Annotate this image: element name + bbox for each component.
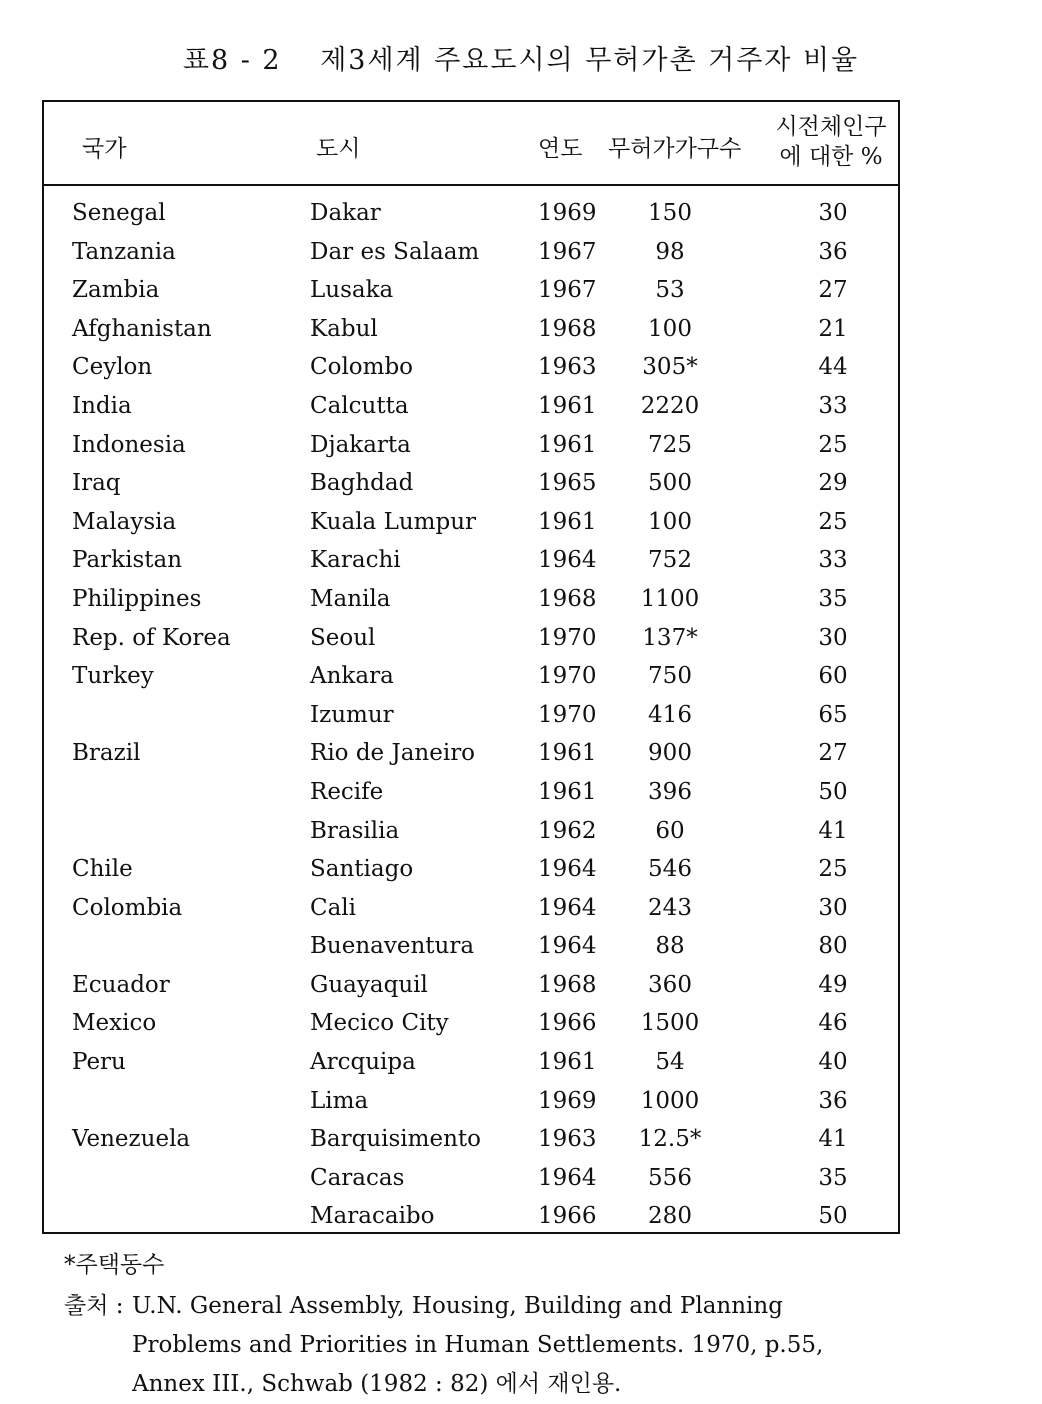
cell-country: Indonesia (72, 431, 186, 458)
table-row (44, 812, 898, 851)
cell-households: 280 (648, 1203, 692, 1230)
cell-pct: 46 (818, 1010, 848, 1037)
cell-city: Kabul (310, 315, 378, 342)
cell-year: 1968 (538, 585, 597, 612)
cell-year: 1963 (538, 354, 597, 381)
table-row (44, 966, 898, 1005)
cell-year: 1964 (538, 856, 597, 883)
table-row (44, 773, 898, 812)
cell-households: 556 (648, 1164, 692, 1191)
cell-year: 1962 (538, 817, 597, 844)
table-row (44, 1120, 898, 1159)
cell-year: 1969 (538, 200, 597, 226)
cell-country: Peru (72, 1049, 126, 1076)
cell-country: Iraq (72, 470, 121, 497)
cell-pct: 29 (818, 470, 848, 497)
table-row (44, 503, 898, 542)
cell-country: Colombia (72, 894, 183, 921)
cell-pct: 30 (818, 200, 848, 226)
cell-pct: 41 (818, 817, 848, 844)
cell-households: 416 (648, 701, 692, 728)
cell-year: 1961 (538, 740, 597, 767)
table-row (44, 233, 898, 272)
cell-city: Lusaka (310, 277, 394, 304)
cell-pct: 35 (818, 1164, 848, 1191)
cell-country: Afghanistan (72, 315, 212, 342)
cell-year: 1966 (538, 1203, 597, 1230)
cell-year: 1961 (538, 431, 597, 458)
table-row (44, 310, 898, 349)
table-row (44, 426, 898, 465)
cell-country: Zambia (72, 277, 160, 304)
cell-pct: 27 (818, 277, 848, 304)
table-row (44, 541, 898, 580)
cell-households: 500 (648, 470, 692, 497)
table-row (44, 927, 898, 966)
cell-year: 1967 (538, 238, 597, 265)
cell-city: Lima (310, 1087, 369, 1114)
header-country: 국가 (82, 136, 127, 162)
cell-households: 752 (648, 547, 692, 574)
table-row (44, 696, 898, 735)
cell-households: 396 (648, 778, 692, 805)
cell-city: Izumur (310, 701, 394, 728)
header-percent-line2: 에 대한 % (779, 144, 883, 170)
cell-pct: 25 (818, 856, 848, 883)
cell-year: 1963 (538, 1126, 597, 1153)
cell-city: Mecico City (310, 1010, 449, 1037)
cell-pct: 50 (818, 1203, 848, 1230)
cell-year: 1968 (538, 971, 597, 998)
cell-country: Parkistan (72, 547, 183, 574)
cell-households: 98 (655, 238, 685, 265)
cell-pct: 33 (818, 547, 848, 574)
cell-city: Colombo (310, 354, 414, 381)
cell-city: Seoul (310, 624, 376, 651)
cell-households: 1000 (640, 1087, 700, 1114)
cell-pct: 33 (818, 392, 848, 419)
cell-year: 1970 (538, 624, 597, 651)
header-year: 연도 (538, 136, 583, 162)
cell-pct: 60 (818, 663, 848, 690)
cell-households: 53 (655, 277, 685, 304)
cell-households: 150 (648, 200, 692, 226)
table-row (44, 464, 898, 503)
cell-year: 1964 (538, 547, 597, 574)
cell-year: 1967 (538, 277, 597, 304)
cell-households: 243 (648, 894, 692, 921)
table-title (0, 38, 1042, 77)
table-number: 표8 - 2 (182, 45, 282, 76)
cell-year: 1970 (538, 701, 597, 728)
cell-households: 305* (642, 354, 698, 381)
cell-pct: 36 (818, 238, 848, 265)
cell-city: Guayaquil (310, 971, 428, 998)
table-row (44, 734, 898, 773)
cell-country: Mexico (72, 1010, 157, 1037)
cell-country: Philippines (72, 585, 202, 612)
cell-city: Kuala Lumpur (310, 508, 477, 535)
table-row (44, 194, 898, 233)
cell-households: 88 (655, 933, 685, 960)
cell-country: Chile (72, 856, 133, 883)
cell-households: 725 (648, 431, 692, 458)
cell-country: Venezuela (72, 1126, 191, 1153)
cell-year: 1964 (538, 1164, 597, 1191)
table-row (44, 850, 898, 889)
cell-city: Calcutta (310, 392, 409, 419)
table-row (44, 387, 898, 426)
data-table (42, 100, 900, 1234)
header-city: 도시 (316, 136, 361, 162)
table-row (44, 1159, 898, 1198)
cell-city: Caracas (310, 1164, 405, 1191)
table-row (44, 1197, 898, 1236)
table-header (44, 102, 898, 186)
cell-pct: 50 (818, 778, 848, 805)
cell-pct: 25 (818, 431, 848, 458)
cell-households: 1100 (640, 585, 700, 612)
cell-country: Rep. of Korea (72, 624, 231, 651)
table-row (44, 1043, 898, 1082)
table-row (44, 580, 898, 619)
source-text: U.N. General Assembly, Housing, Building and Planning Problems and Priorities in Human Settlements. 1970, p.55, Annex III., Schwab (1982 : 82) 에서 재인용. (132, 1293, 824, 1397)
cell-households: 750 (648, 663, 692, 690)
cell-city: Baghdad (310, 470, 414, 497)
cell-pct: 36 (818, 1087, 848, 1114)
cell-country: India (72, 392, 132, 419)
cell-year: 1961 (538, 508, 597, 535)
cell-pct: 21 (818, 315, 848, 342)
table-row (44, 889, 898, 928)
table-row (44, 619, 898, 658)
cell-city: Ankara (310, 663, 394, 690)
cell-city: Santiago (310, 856, 414, 883)
cell-city: Recife (310, 778, 384, 805)
cell-year: 1966 (538, 1010, 597, 1037)
cell-city: Dakar (310, 200, 381, 226)
cell-pct: 65 (818, 701, 848, 728)
cell-city: Maracaibo (310, 1203, 435, 1230)
cell-city: Manila (310, 585, 391, 612)
cell-pct: 44 (818, 354, 848, 381)
cell-pct: 30 (818, 894, 848, 921)
cell-households: 100 (648, 315, 692, 342)
cell-households: 1500 (640, 1010, 700, 1037)
cell-year: 1964 (538, 894, 597, 921)
cell-country: Ceylon (72, 354, 153, 381)
cell-households: 2220 (640, 392, 700, 419)
cell-households: 100 (648, 508, 692, 535)
source-note (64, 1287, 892, 1404)
cell-country: Tanzania (72, 238, 176, 265)
cell-pct: 35 (818, 585, 848, 612)
cell-city: Cali (310, 894, 357, 921)
cell-pct: 49 (818, 971, 848, 998)
cell-pct: 25 (818, 508, 848, 535)
cell-pct: 30 (818, 624, 848, 651)
cell-households: 546 (648, 856, 692, 883)
cell-city: Brasilia (310, 817, 400, 844)
cell-households: 12.5* (638, 1126, 702, 1153)
footnote: *주택동수 (64, 1252, 165, 1278)
cell-city: Barquisimento (310, 1126, 481, 1153)
table-row (44, 348, 898, 387)
header-percent-line1: 시전체인구 (775, 114, 887, 140)
table-row (44, 271, 898, 310)
cell-city: Dar es Salaam (310, 238, 480, 265)
cell-pct: 27 (818, 740, 848, 767)
cell-year: 1969 (538, 1087, 597, 1114)
cell-year: 1968 (538, 315, 597, 342)
cell-city: Buenaventura (310, 933, 475, 960)
table-caption: 제3세계 주요도시의 무허가촌 거주자 비율 (320, 45, 860, 76)
cell-country: Malaysia (72, 508, 177, 535)
cell-city: Rio de Janeiro (310, 740, 476, 767)
cell-city: Arcquipa (310, 1049, 416, 1076)
cell-households: 54 (655, 1049, 685, 1076)
cell-city: Djakarta (310, 431, 411, 458)
cell-households: 360 (648, 971, 692, 998)
cell-country: Senegal (72, 200, 166, 226)
cell-country: Brazil (72, 740, 141, 767)
header-households: 무허가가구수 (608, 136, 742, 162)
table-notes (64, 1246, 892, 1404)
cell-year: 1961 (538, 1049, 597, 1076)
table-body (44, 194, 898, 1236)
cell-city: Karachi (310, 547, 401, 574)
cell-pct: 80 (818, 933, 848, 960)
cell-country: Ecuador (72, 971, 170, 998)
cell-year: 1964 (538, 933, 597, 960)
cell-year: 1965 (538, 470, 597, 497)
cell-country: Turkey (72, 663, 154, 690)
table-row (44, 1004, 898, 1043)
table-row (44, 1082, 898, 1121)
header-percent (770, 112, 892, 172)
cell-year: 1961 (538, 778, 597, 805)
cell-households: 60 (655, 817, 685, 844)
cell-households: 900 (648, 740, 692, 767)
cell-year: 1961 (538, 392, 597, 419)
cell-pct: 41 (818, 1126, 848, 1153)
cell-year: 1970 (538, 663, 597, 690)
cell-households: 137* (642, 624, 698, 651)
cell-pct: 40 (818, 1049, 848, 1076)
table-row (44, 657, 898, 696)
source-label: 출처 : (64, 1293, 124, 1319)
